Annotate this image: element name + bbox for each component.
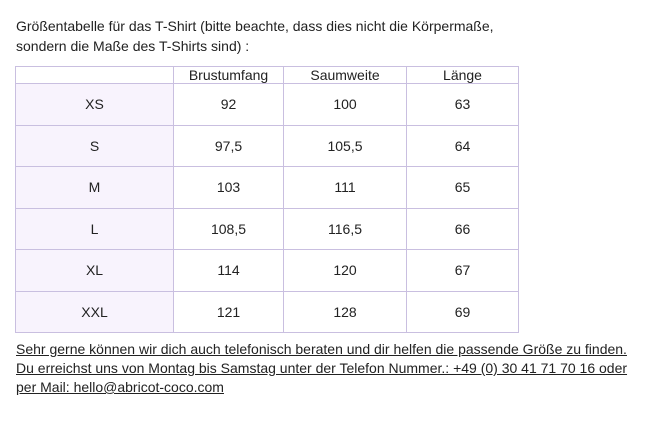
chest-cell: 92 xyxy=(174,84,284,126)
contact-line-1: Sehr gerne können wir dich auch telefonisch beraten und dir helfen die passende Größe zu finden. xyxy=(16,341,627,357)
table-row xyxy=(16,84,519,126)
length-cell: 66 xyxy=(407,208,519,250)
contact-line-2: Du erreichst uns von Montag bis Samstag unter der Telefon Nummer.: +49 (0) 30 41 71 70 16 oder xyxy=(16,360,628,376)
header-chest: Brustumfang xyxy=(174,67,284,84)
size-cell: M xyxy=(16,167,174,209)
hem-cell: 120 xyxy=(284,250,407,292)
size-table xyxy=(15,66,519,333)
hem-cell: 116,5 xyxy=(284,208,407,250)
length-cell: 63 xyxy=(407,84,519,126)
hem-cell: 100 xyxy=(284,84,407,126)
intro-line-2: sondern die Maße des T-Shirts sind) : xyxy=(16,38,250,54)
size-cell: L xyxy=(16,208,174,250)
chest-cell: 121 xyxy=(174,291,284,333)
hem-cell: 128 xyxy=(284,291,407,333)
size-cell: XL xyxy=(16,250,174,292)
length-cell: 65 xyxy=(407,167,519,209)
hem-cell: 105,5 xyxy=(284,125,407,167)
length-cell: 67 xyxy=(407,250,519,292)
size-cell: S xyxy=(16,125,174,167)
contact-line-3: per Mail: hello@abricot-coco.com xyxy=(16,379,224,395)
header-hem: Saumweite xyxy=(284,67,407,84)
contact-note xyxy=(16,340,646,397)
intro-text xyxy=(16,16,616,56)
chest-cell: 114 xyxy=(174,250,284,292)
table-header-row xyxy=(16,67,519,84)
size-cell: XXL xyxy=(16,291,174,333)
table-row xyxy=(16,208,519,250)
table-row xyxy=(16,291,519,333)
chest-cell: 108,5 xyxy=(174,208,284,250)
chest-cell: 103 xyxy=(174,167,284,209)
table-row xyxy=(16,125,519,167)
hem-cell: 111 xyxy=(284,167,407,209)
header-size xyxy=(16,67,174,84)
chest-cell: 97,5 xyxy=(174,125,284,167)
table-row xyxy=(16,167,519,209)
length-cell: 69 xyxy=(407,291,519,333)
length-cell: 64 xyxy=(407,125,519,167)
intro-line-1: Größentabelle für das T-Shirt (bitte beachte, dass dies nicht die Körpermaße, xyxy=(16,18,494,34)
size-cell: XS xyxy=(16,84,174,126)
table-row xyxy=(16,250,519,292)
header-length: Länge xyxy=(407,67,519,84)
